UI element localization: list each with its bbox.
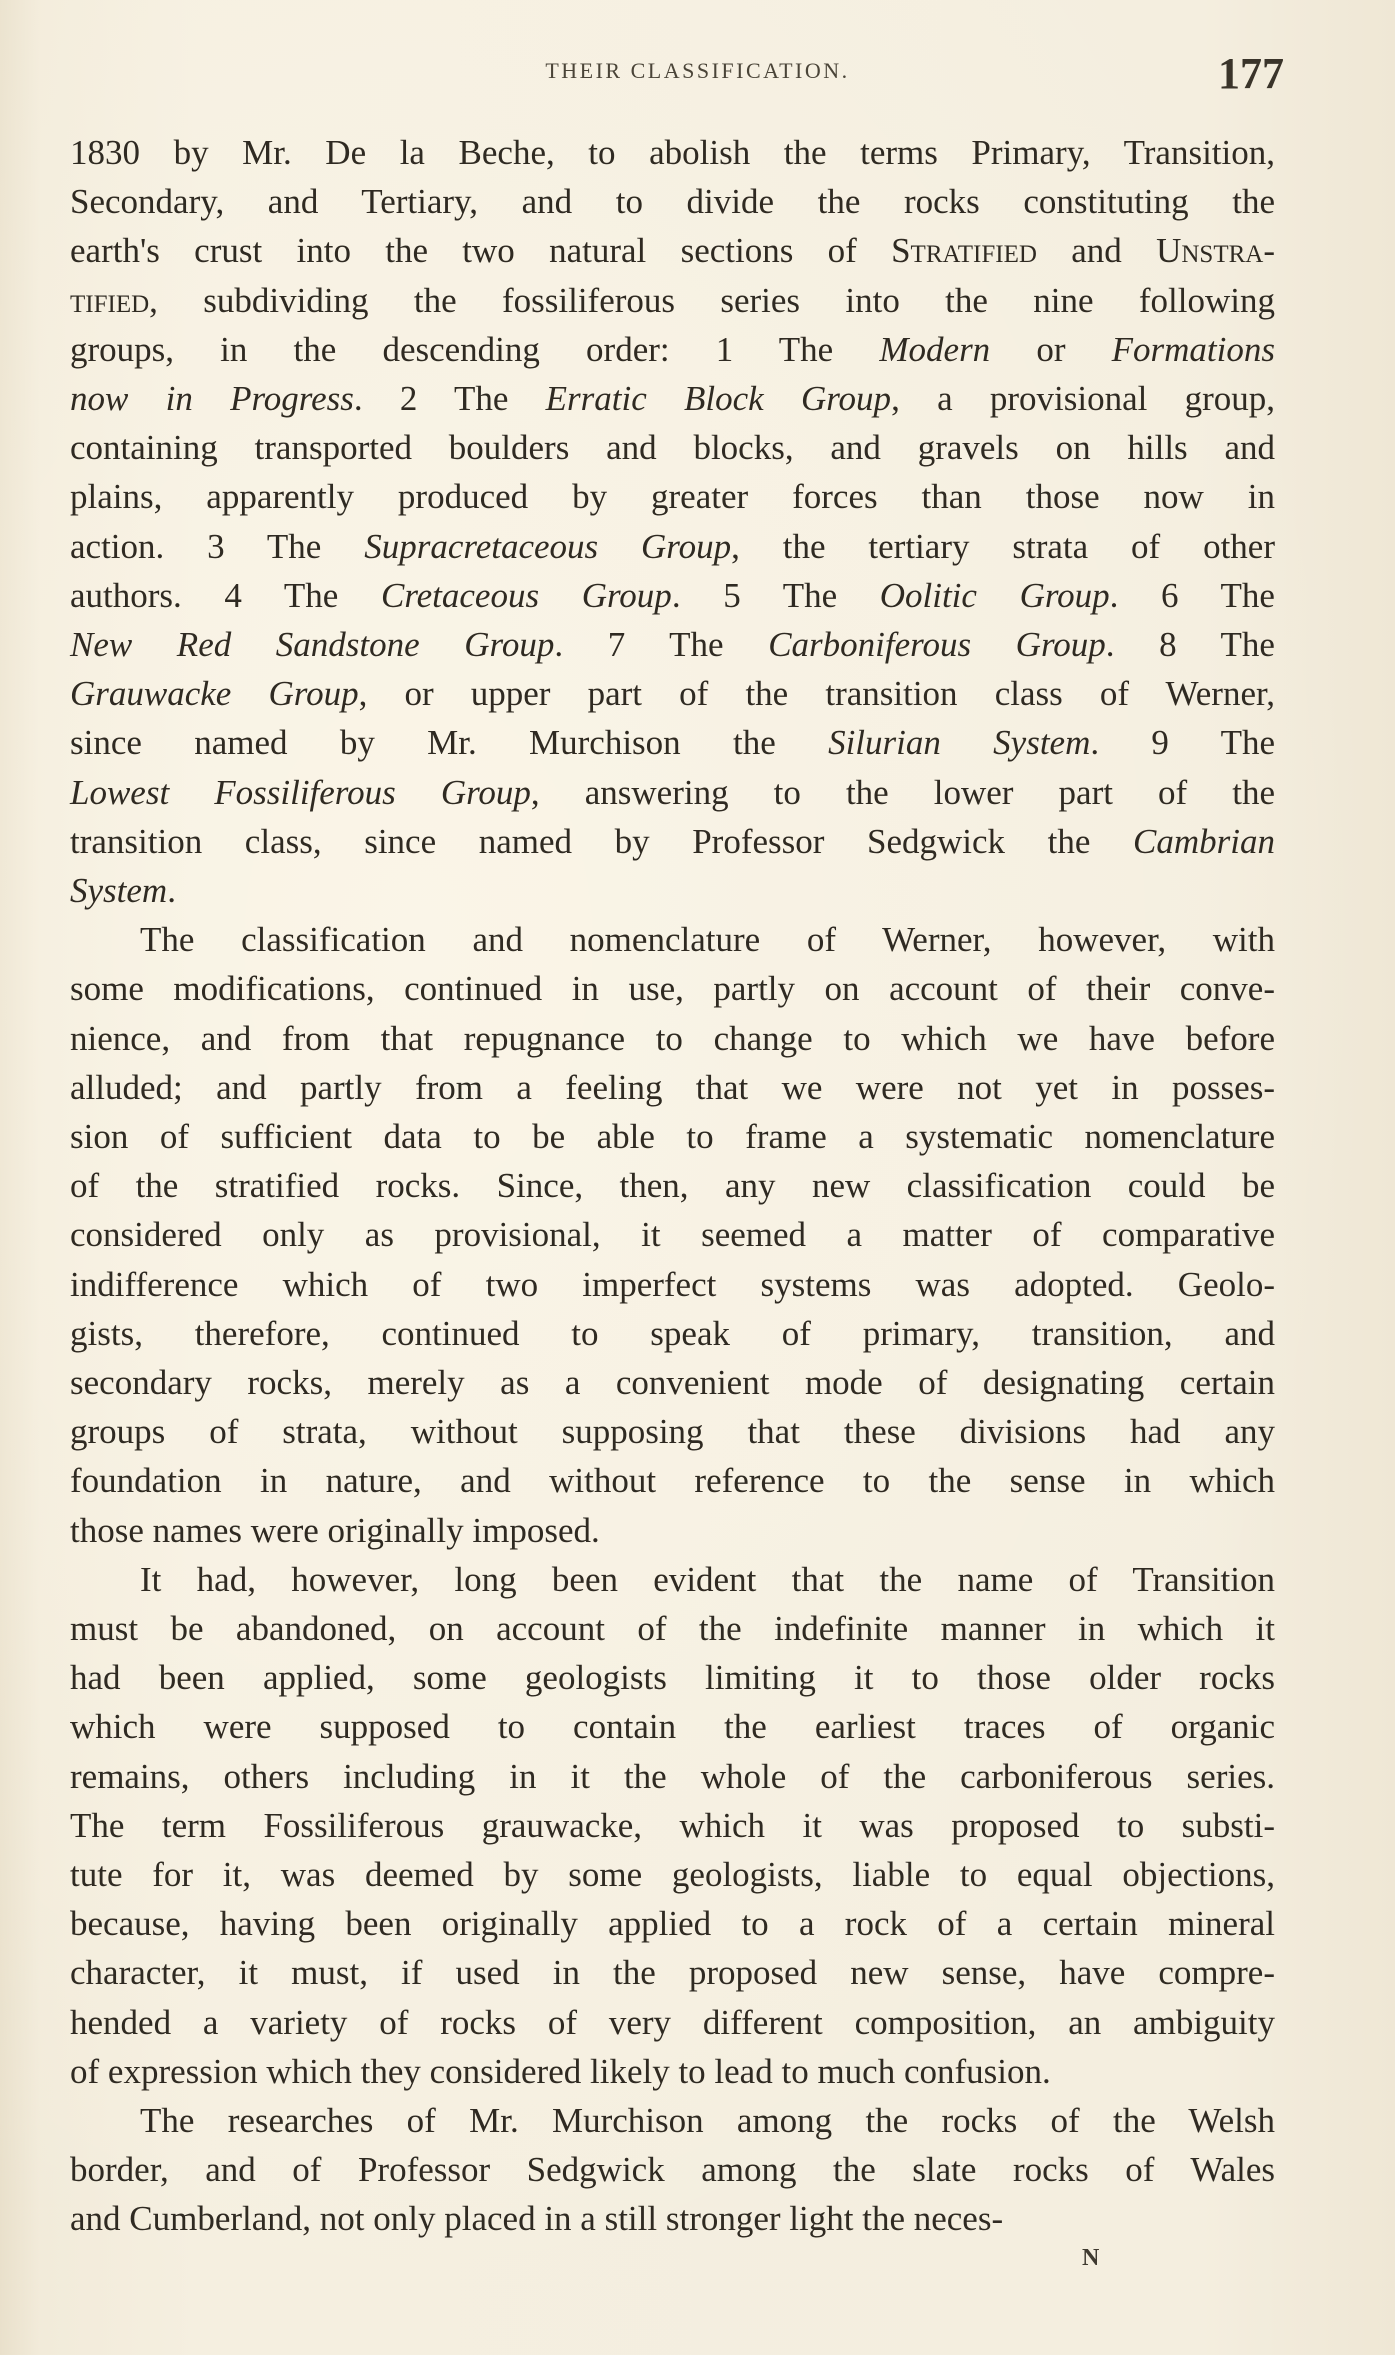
italic-term: Oolitic Group — [879, 575, 1110, 615]
italic-term: Lowest Fossiliferous Group — [70, 772, 531, 812]
text-line — [70, 472, 1275, 521]
text-line — [70, 1260, 1275, 1309]
text-run: sion of sufficient data to be able to frame a systematic nomenclature — [70, 1117, 1275, 1156]
text-run: . 6 The — [1109, 575, 1275, 615]
text-run: alluded; and partly from a feeling that we were not yet in posses- — [70, 1067, 1275, 1107]
text-line — [70, 1014, 1275, 1063]
text-line — [70, 964, 1275, 1013]
text-run: tute for it, was deemed by some geologists, liable to equal objections, — [70, 1855, 1275, 1894]
text-run: , a provisional group, — [891, 379, 1275, 418]
text-line — [70, 866, 1275, 915]
italic-term: Carboniferous Group — [768, 625, 1106, 664]
italic-term: Grauwacke Group — [70, 674, 359, 714]
text-run: groups of strata, without supposing that these divisions had any — [70, 1412, 1275, 1452]
text-line — [70, 571, 1275, 620]
text-run: character, it must, if used in the proposed new sense, have compre- — [70, 1953, 1275, 1993]
text-line — [70, 1899, 1275, 1948]
italic-term: System — [70, 871, 168, 910]
text-run: must be abandoned, on account of the indefinite manner in which it — [70, 1609, 1275, 1648]
text-run: because, having been originally applied to a rock of a certain mineral — [70, 1904, 1275, 1944]
text-line — [70, 817, 1275, 866]
text-run: remains, others including in it the whole of the carboniferous series. — [70, 1756, 1275, 1796]
text-line — [70, 1161, 1275, 1210]
text-run: The researches of Mr. Murchison among the rocks of the Welsh — [140, 2101, 1275, 2140]
text-line — [70, 768, 1275, 817]
text-line — [70, 669, 1275, 718]
text-line — [70, 1653, 1275, 1702]
italic-term: Cambrian — [1133, 821, 1275, 861]
text-run: some modifications, continued in use, partly on account of their conve- — [70, 969, 1275, 1009]
italic-term: Silurian System — [828, 723, 1091, 763]
page-number: 177 — [1218, 49, 1284, 98]
text-line — [70, 2194, 1275, 2243]
small-caps-term: Unstra- — [1156, 231, 1275, 271]
text-run: . 5 The — [671, 575, 880, 615]
text-line — [70, 2096, 1275, 2145]
text-run: . 2 The — [353, 379, 546, 418]
text-line — [70, 1948, 1275, 1997]
text-run: , subdividing the fossiliferous series into the nine following — [149, 280, 1275, 320]
text-run: action. 3 The — [70, 526, 365, 566]
text-line — [70, 423, 1275, 472]
text-line — [70, 1309, 1275, 1358]
text-run: Secondary, and Tertiary, and to divide the rocks constituting the — [70, 182, 1275, 222]
text-line — [70, 128, 1275, 177]
text-line — [70, 177, 1275, 226]
text-run: . 8 The — [1105, 625, 1275, 664]
italic-term: Cretaceous Group — [380, 575, 672, 615]
text-run: . 9 The — [1090, 723, 1276, 763]
small-caps-term: tified — [70, 280, 150, 320]
text-run: , or upper part of the transition class of Werner, — [358, 674, 1275, 714]
text-run: plains, apparently produced by greater forces than those now in — [70, 477, 1275, 517]
text-line — [70, 1850, 1275, 1899]
text-run: of expression which they considered likely to lead to much confusion. — [70, 2051, 1051, 2091]
text-line — [70, 1506, 1275, 1555]
text-run: , the tertiary strata of other — [731, 526, 1275, 566]
italic-term: Formations — [1111, 329, 1276, 369]
italic-term: Supracretaceous Group — [364, 526, 732, 566]
text-line — [70, 718, 1275, 767]
text-run: and Cumberland, not only placed in a still stronger light the neces- — [70, 2199, 1004, 2239]
text-run: gists, therefore, continued to speak of primary, transition, and — [70, 1313, 1275, 1353]
text-line — [70, 1063, 1275, 1112]
italic-term: Erratic Block Group — [545, 379, 892, 418]
text-line — [70, 1752, 1275, 1801]
text-run: groups, in the descending order: 1 The — [70, 329, 880, 369]
text-run: earth's crust into the two natural sections of — [70, 231, 892, 271]
text-run: considered only as provisional, it seemed a matter of comparative — [70, 1215, 1275, 1255]
italic-term: Modern — [879, 329, 991, 369]
running-head: THEIR CLASSIFICATION. — [545, 58, 850, 83]
italic-term: New Red Sandstone Group — [70, 625, 555, 664]
text-line — [70, 915, 1275, 964]
text-line — [70, 522, 1275, 571]
text-run: authors. 4 The — [70, 575, 381, 615]
small-caps-term: Stratified — [891, 231, 1037, 271]
text-run: those names were originally imposed. — [70, 1510, 600, 1550]
signature-mark: N — [1082, 2245, 1100, 2271]
text-line — [70, 1456, 1275, 1505]
text-line — [70, 620, 1275, 669]
text-run: containing transported boulders and blocks, and gravels on hills and — [70, 428, 1275, 468]
text-line — [70, 1555, 1275, 1604]
text-line — [70, 1604, 1275, 1653]
text-run: which were supposed to contain the earliest traces of organic — [70, 1707, 1275, 1747]
text-line — [70, 2145, 1275, 2194]
text-run: of the stratified rocks. Since, then, any new classification could be — [70, 1166, 1275, 1206]
text-run: since named by Mr. Murchison the — [70, 723, 829, 763]
text-run: . 7 The — [554, 625, 769, 664]
text-line — [70, 374, 1275, 423]
text-line — [70, 325, 1275, 374]
text-line — [70, 1358, 1275, 1407]
text-line — [70, 226, 1275, 275]
text-run: hended a variety of rocks of very different composition, an ambiguity — [70, 2002, 1275, 2042]
text-run: The term Fossiliferous grauwacke, which it was proposed to substi- — [70, 1805, 1275, 1845]
text-run: nience, and from that repugnance to change to which we have before — [70, 1018, 1275, 1058]
text-line — [70, 2047, 1275, 2096]
text-line — [70, 1210, 1275, 1259]
text-line — [70, 1407, 1275, 1456]
text-run: and — [1036, 231, 1157, 271]
text-run: , answering to the lower part of the — [530, 772, 1275, 812]
text-line — [70, 1112, 1275, 1161]
italic-term: now in Progress — [70, 379, 354, 418]
text-run: The classification and nomenclature of Werner, however, with — [140, 920, 1275, 960]
text-run: secondary rocks, merely as a convenient mode of designating certain — [70, 1363, 1275, 1402]
text-line — [70, 1801, 1275, 1850]
text-line — [70, 1702, 1275, 1751]
text-run: 1830 by Mr. De la Beche, to abolish the terms Primary, Transition, — [70, 133, 1275, 172]
text-run: foundation in nature, and without reference to the sense in which — [70, 1461, 1275, 1501]
text-run: or — [990, 329, 1112, 369]
text-line — [70, 1998, 1275, 2047]
text-run: border, and of Professor Sedgwick among the slate rocks of Wales — [70, 2150, 1275, 2190]
text-line — [70, 276, 1275, 325]
text-run: indifference which of two imperfect systems was adopted. Geolo- — [70, 1264, 1275, 1304]
text-run: It had, however, long been evident that the name of Transition — [140, 1559, 1275, 1599]
text-run: had been applied, some geologists limiting it to those older rocks — [70, 1658, 1275, 1698]
text-run: transition class, since named by Professor Sedgwick the — [70, 821, 1134, 861]
text-run: . — [167, 871, 176, 910]
